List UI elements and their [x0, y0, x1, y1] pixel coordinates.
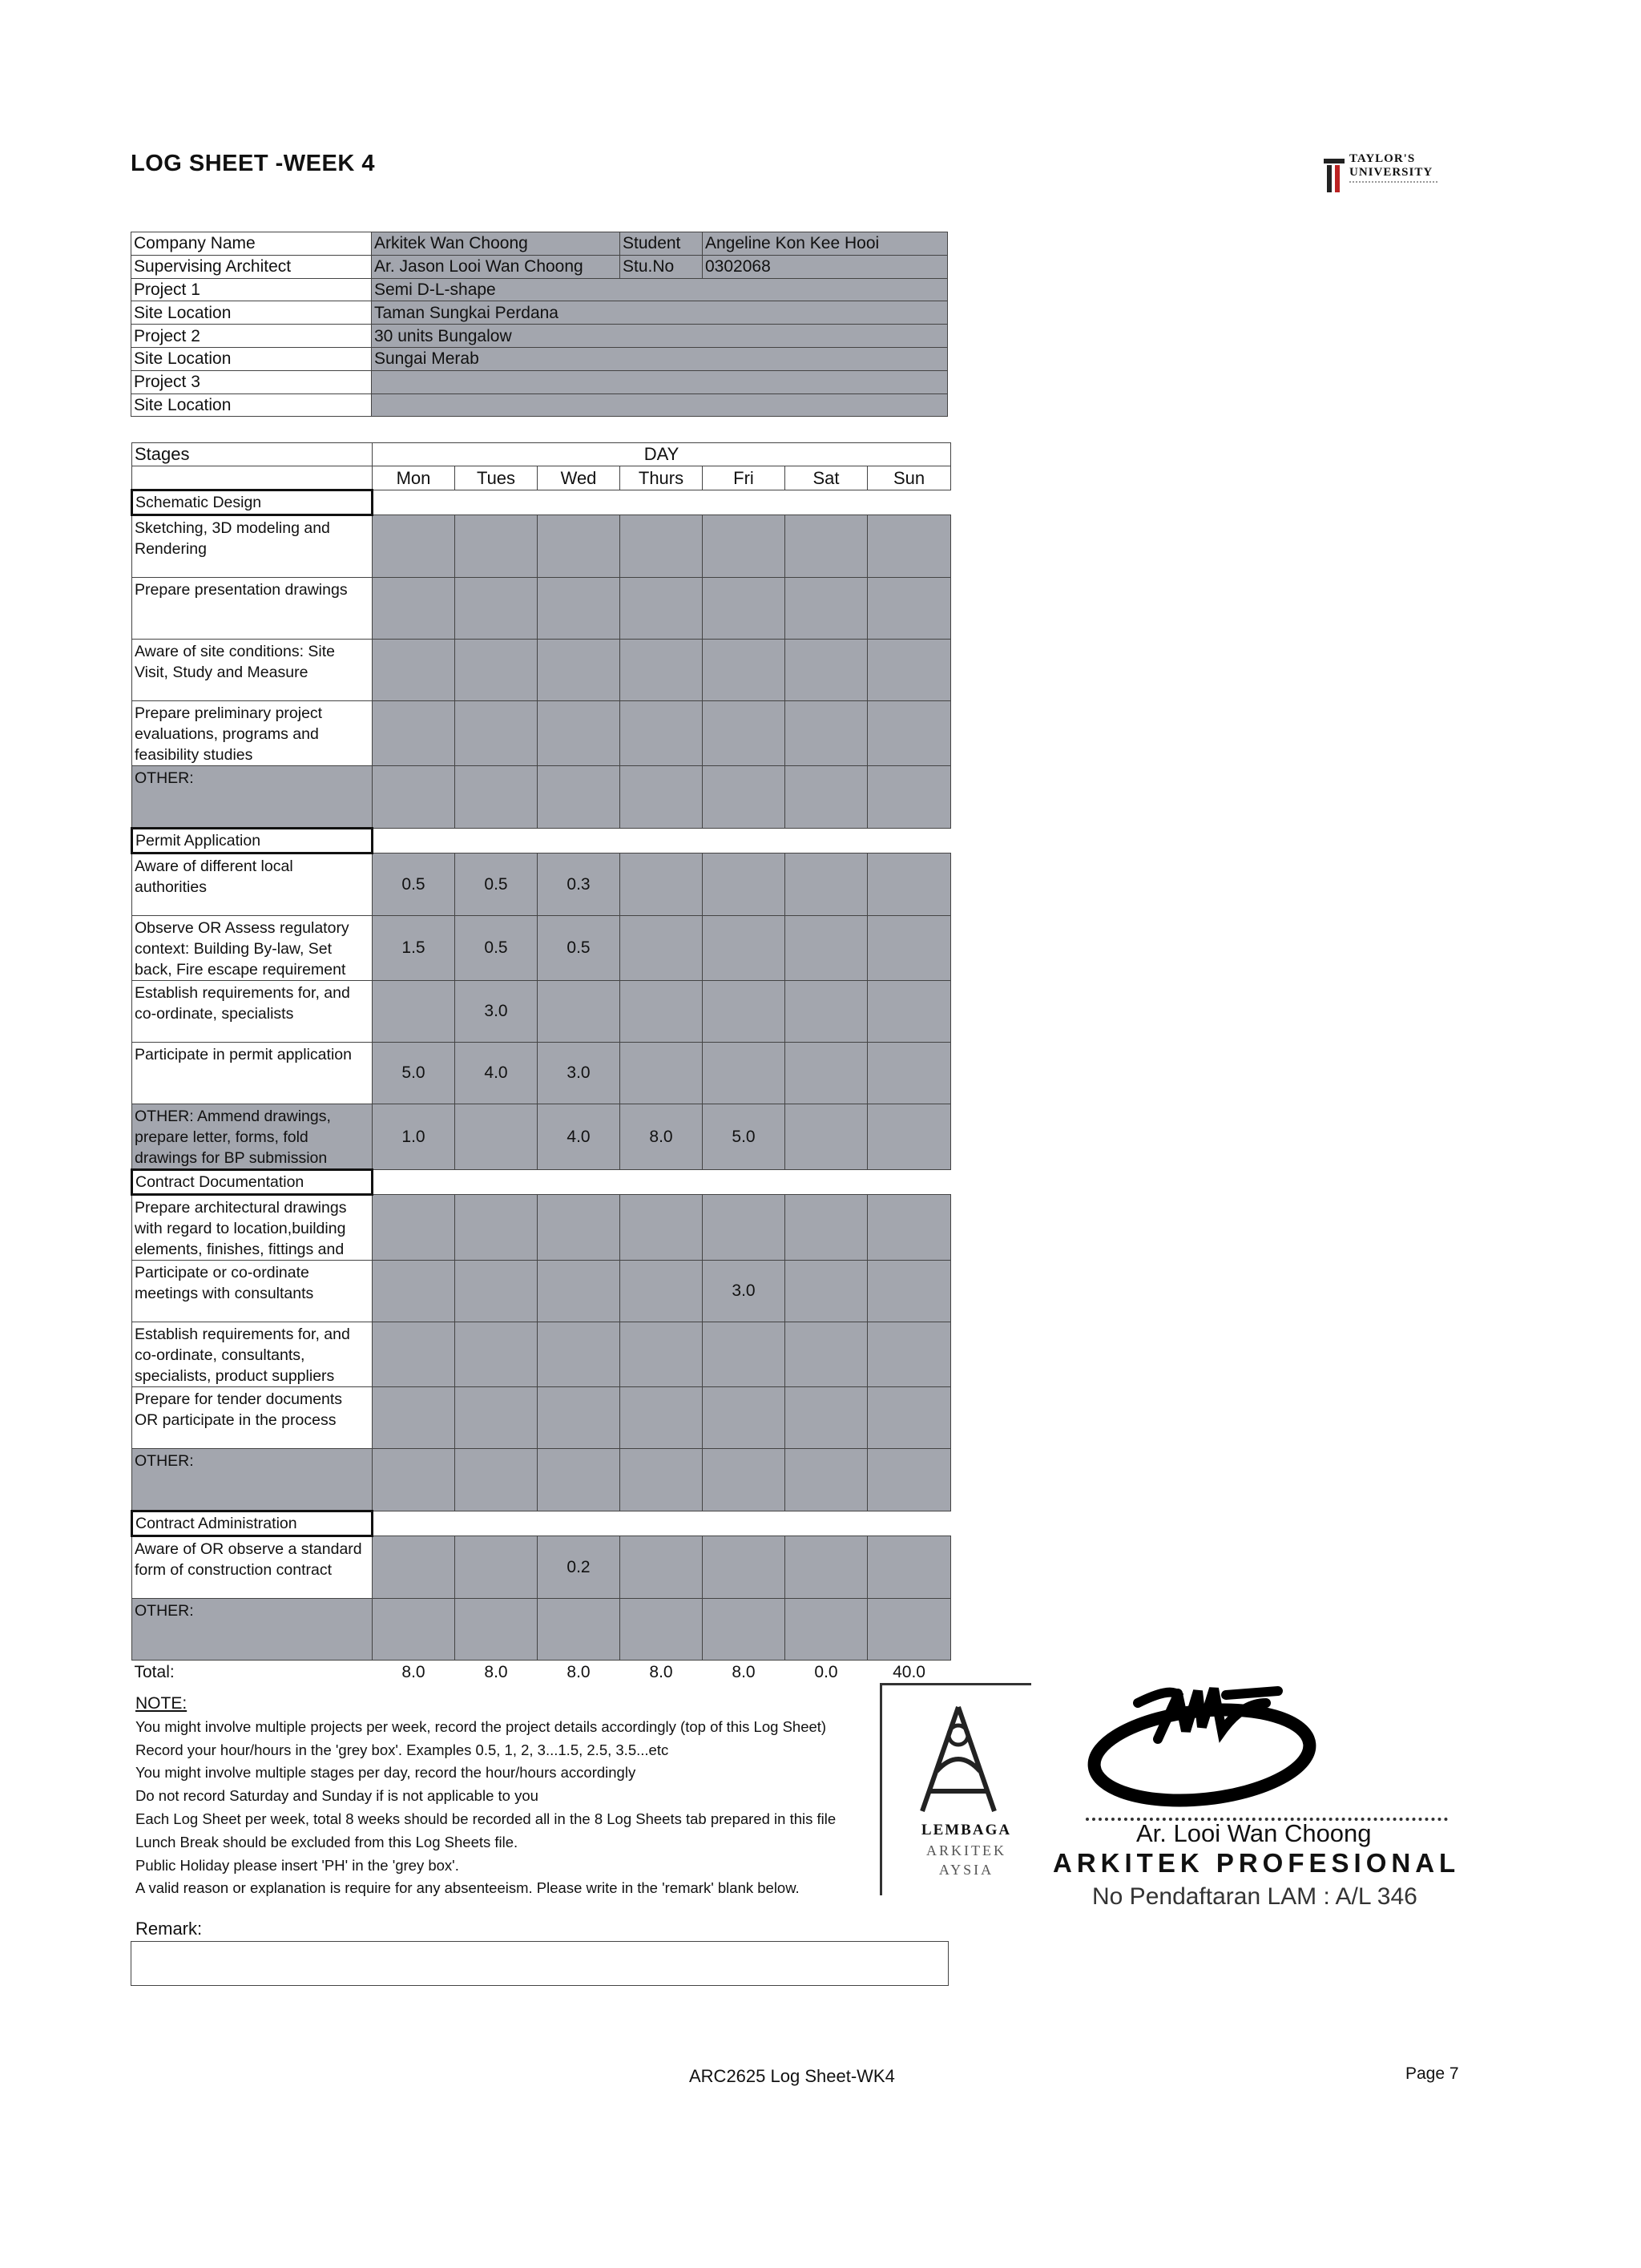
total-label: Total: — [134, 1663, 175, 1681]
hours-cell[interactable]: 8.0 — [620, 1104, 703, 1170]
stage-label: Prepare preliminary project evaluations, programs and feasibility studies — [132, 701, 373, 766]
signatory-name: Ar. Looi Wan Choong — [1136, 1819, 1372, 1847]
total-value: 8.0 — [732, 1663, 756, 1681]
hours-cell[interactable] — [785, 1261, 868, 1322]
hours-cell[interactable] — [703, 1387, 785, 1449]
hours-cell[interactable] — [868, 916, 951, 981]
signatory-title: ARKITEK PROFESIONAL — [1053, 1848, 1461, 1878]
site2-label: Site Location — [131, 347, 372, 370]
registration-number: No Pendaftaran LAM : A/L 346 — [1092, 1883, 1417, 1910]
stage-row — [132, 854, 951, 916]
hours-cell[interactable] — [703, 854, 785, 916]
note-line: You might involve multiple projects per week, record the project details accordingly (top of this Log Sheet) — [135, 1717, 827, 1735]
section-heading: Schematic Design — [132, 490, 373, 515]
total-value: 8.0 — [401, 1663, 425, 1681]
site1-label: Site Location — [131, 301, 372, 325]
hours-cell[interactable] — [785, 981, 868, 1043]
hours-cell[interactable] — [373, 981, 455, 1043]
student-value: Angeline Kon Kee Hooi — [703, 232, 948, 256]
hours-cell[interactable] — [868, 640, 951, 701]
note-line: Record your hour/hours in the 'grey box'. Examples 0.5, 1, 2, 3...1.5, 2.5, 3.5...etc — [135, 1741, 669, 1758]
hours-cell[interactable] — [868, 515, 951, 578]
hours-cell[interactable] — [620, 640, 703, 701]
hours-cell[interactable] — [785, 1536, 868, 1599]
hours-cell[interactable] — [538, 1195, 620, 1261]
hours-cell[interactable]: 3.0 — [538, 1043, 620, 1104]
stage-row — [132, 515, 951, 578]
hours-cell[interactable] — [620, 916, 703, 981]
project2-label: Project 2 — [131, 325, 372, 348]
day-column-header: Sat — [785, 466, 868, 490]
hours-cell[interactable] — [785, 640, 868, 701]
stage-row — [132, 981, 951, 1043]
note-heading: NOTE: — [135, 1694, 187, 1713]
hours-cell[interactable] — [785, 515, 868, 578]
hours-cell[interactable] — [455, 640, 538, 701]
stage-label: Participate or co-ordinate meetings with consultants — [132, 1261, 373, 1322]
hours-cell[interactable] — [455, 1195, 538, 1261]
hours-cell[interactable] — [703, 1449, 785, 1511]
hours-cell[interactable] — [785, 578, 868, 640]
stage-label: Prepare for tender documents OR participate in the process — [132, 1387, 373, 1449]
hours-cell[interactable] — [373, 578, 455, 640]
hours-cell[interactable] — [785, 1104, 868, 1170]
hours-cell[interactable] — [620, 1261, 703, 1322]
hours-cell[interactable] — [620, 1387, 703, 1449]
hours-cell[interactable] — [455, 1599, 538, 1661]
hours-cell[interactable] — [868, 981, 951, 1043]
hours-cell[interactable]: 3.0 — [703, 1261, 785, 1322]
university-logo — [1324, 151, 1444, 200]
blank-header — [132, 466, 373, 490]
stage-label: Aware of OR observe a standard form of construction contract — [132, 1536, 373, 1599]
stuno-value: 0302068 — [703, 255, 948, 278]
company-value: Arkitek Wan Choong — [372, 232, 620, 256]
hours-cell[interactable] — [620, 1195, 703, 1261]
project3-label: Project 3 — [131, 370, 372, 393]
hours-cell[interactable] — [868, 1536, 951, 1599]
day-column-header: Fri — [703, 466, 785, 490]
site3-value — [372, 393, 948, 417]
hours-cell[interactable] — [373, 1261, 455, 1322]
hours-cell[interactable] — [620, 578, 703, 640]
hours-cell[interactable] — [703, 1195, 785, 1261]
stage-row — [132, 1599, 951, 1661]
stages-header: Stages — [132, 443, 373, 466]
hours-cell[interactable] — [620, 1322, 703, 1387]
lam-stamp — [880, 1683, 1031, 1895]
day-header: DAY — [373, 443, 951, 466]
hours-cell[interactable] — [868, 1599, 951, 1661]
project2-value: 30 units Bungalow — [372, 325, 948, 348]
note-section — [135, 1693, 836, 1900]
stage-label: Prepare architectural drawings with regard to location,building elements, finishes, fittings and — [132, 1195, 373, 1261]
total-value: 8.0 — [484, 1663, 508, 1681]
hours-cell[interactable] — [868, 1104, 951, 1170]
total-value: 8.0 — [566, 1663, 591, 1681]
hours-cell[interactable] — [455, 1449, 538, 1511]
hours-cell[interactable] — [538, 578, 620, 640]
remark-field[interactable] — [131, 1941, 949, 1986]
page-title: LOG SHEET -WEEK 4 — [131, 151, 375, 176]
hours-cell[interactable]: 4.0 — [455, 1043, 538, 1104]
hours-cell[interactable] — [538, 1599, 620, 1661]
stage-label: OTHER: Ammend drawings, prepare letter, forms, fold drawings for BP submission — [132, 1104, 373, 1170]
hours-cell[interactable] — [455, 1387, 538, 1449]
hours-cell[interactable] — [538, 640, 620, 701]
hours-cell[interactable] — [373, 1195, 455, 1261]
page-number: Page 7 — [1405, 2064, 1459, 2083]
hours-cell[interactable] — [785, 916, 868, 981]
company-label: Company Name — [131, 232, 372, 256]
hours-cell[interactable] — [538, 515, 620, 578]
stage-row — [132, 1104, 951, 1170]
hours-cell[interactable] — [538, 766, 620, 829]
hours-cell[interactable] — [703, 515, 785, 578]
day-column-header: Mon — [373, 466, 455, 490]
hours-cell[interactable] — [373, 1387, 455, 1449]
hours-cell[interactable] — [868, 1387, 951, 1449]
hours-cell[interactable] — [703, 640, 785, 701]
stage-row — [132, 701, 951, 766]
stage-row — [132, 1536, 951, 1599]
hours-cell[interactable]: 0.5 — [455, 854, 538, 916]
hours-cell[interactable] — [455, 1261, 538, 1322]
hours-cell[interactable] — [373, 701, 455, 766]
project1-value: Semi D-L-shape — [372, 278, 948, 301]
hours-cell[interactable] — [620, 1043, 703, 1104]
stage-row — [132, 1322, 951, 1387]
hours-cell[interactable] — [620, 981, 703, 1043]
stage-row — [132, 640, 951, 701]
hours-cell[interactable]: 1.0 — [373, 1104, 455, 1170]
hours-cell[interactable]: 0.5 — [455, 916, 538, 981]
hours-cell[interactable] — [785, 1322, 868, 1387]
section-heading: Contract Administration — [132, 1511, 373, 1536]
stage-row — [132, 766, 951, 829]
hours-cell[interactable]: 3.0 — [455, 981, 538, 1043]
logo-line1: TAYLOR'S — [1349, 152, 1416, 165]
hours-cell[interactable] — [703, 916, 785, 981]
hours-cell[interactable] — [703, 701, 785, 766]
hours-cell[interactable] — [373, 1449, 455, 1511]
hours-cell[interactable] — [868, 1322, 951, 1387]
hours-cell[interactable] — [620, 1599, 703, 1661]
day-column-header: Tues — [455, 466, 538, 490]
stamp-line3: AYSIA — [938, 1862, 994, 1878]
hours-cell[interactable] — [785, 1599, 868, 1661]
hours-cell[interactable] — [538, 1449, 620, 1511]
hours-cell[interactable]: 0.2 — [538, 1536, 620, 1599]
hours-cell[interactable] — [703, 1536, 785, 1599]
site3-label: Site Location — [131, 393, 372, 417]
stage-label: OTHER: — [132, 1449, 373, 1511]
stamp-line2: ARKITEK — [926, 1842, 1006, 1858]
hours-cell[interactable]: 1.5 — [373, 916, 455, 981]
stamp-line1: LEMBAGA — [921, 1822, 1012, 1838]
hours-cell[interactable]: 5.0 — [373, 1043, 455, 1104]
hours-cell[interactable] — [455, 1104, 538, 1170]
note-line: You might involve multiple stages per day, record the hour/hours accordingly — [135, 1764, 636, 1782]
hours-cell[interactable] — [703, 578, 785, 640]
stage-row — [132, 1449, 951, 1511]
stage-label: Aware of different local authorities — [132, 854, 373, 916]
architect-value: Ar. Jason Looi Wan Choong — [372, 255, 620, 278]
hours-cell[interactable] — [868, 1043, 951, 1104]
hours-cell[interactable] — [620, 515, 703, 578]
hours-cell[interactable] — [703, 981, 785, 1043]
total-value: 0.0 — [814, 1663, 838, 1681]
hours-cell[interactable] — [620, 766, 703, 829]
hours-cell[interactable] — [620, 1536, 703, 1599]
stage-label: Establish requirements for, and co-ordinate, consultants, specialists, product suppliers — [132, 1322, 373, 1387]
note-line: Do not record Saturday and Sunday if is not applicable to you — [135, 1787, 538, 1805]
stage-row — [132, 1387, 951, 1449]
site1-value: Taman Sungkai Perdana — [372, 301, 948, 325]
hours-cell[interactable] — [373, 766, 455, 829]
day-column-header: Thurs — [620, 466, 703, 490]
hours-cell[interactable] — [538, 1387, 620, 1449]
total-value: 8.0 — [649, 1663, 673, 1681]
stuno-label: Stu.No — [620, 255, 703, 278]
stage-row — [132, 1195, 951, 1261]
hours-cell[interactable]: 4.0 — [538, 1104, 620, 1170]
hours-cell[interactable]: 0.5 — [538, 916, 620, 981]
hours-cell[interactable] — [703, 766, 785, 829]
hours-cell[interactable] — [785, 1387, 868, 1449]
stage-label: OTHER: — [132, 766, 373, 829]
hours-cell[interactable] — [538, 1322, 620, 1387]
hours-cell[interactable] — [868, 854, 951, 916]
hours-cell[interactable] — [455, 1322, 538, 1387]
hours-cell[interactable] — [703, 1043, 785, 1104]
project1-label: Project 1 — [131, 278, 372, 301]
lam-logo-icon — [914, 1703, 1002, 1815]
hours-cell[interactable] — [785, 1449, 868, 1511]
note-line: Each Log Sheet per week, total 8 weeks should be recorded all in the 8 Log Sheets tab prepared in this file — [135, 1810, 837, 1827]
hours-cell[interactable] — [620, 1449, 703, 1511]
hours-cell[interactable] — [373, 1599, 455, 1661]
total-value: 40.0 — [893, 1663, 925, 1681]
footer-text: ARC2625 Log Sheet-WK4 — [689, 2066, 895, 2086]
signature-image — [1082, 1671, 1322, 1815]
hours-cell[interactable] — [455, 1536, 538, 1599]
project-info-table — [131, 232, 948, 417]
logo-line2: UNIVERSITY — [1349, 166, 1433, 179]
section-heading: Contract Documentation — [132, 1170, 373, 1195]
hours-cell[interactable] — [455, 578, 538, 640]
section-heading: Permit Application — [132, 829, 373, 854]
hours-cell[interactable]: 0.3 — [538, 854, 620, 916]
note-line: A valid reason or explanation is require for any absenteeism. Please write in the 'remark' blank below. — [135, 1879, 800, 1897]
hours-cell[interactable] — [373, 1322, 455, 1387]
hours-cell[interactable] — [538, 1261, 620, 1322]
hours-cell[interactable] — [785, 1195, 868, 1261]
hours-cell[interactable] — [868, 1449, 951, 1511]
taylors-logo-icon — [1324, 155, 1345, 194]
stage-row — [132, 916, 951, 981]
stage-label: OTHER: — [132, 1599, 373, 1661]
hours-cell[interactable]: 0.5 — [373, 854, 455, 916]
stage-label: Participate in permit application — [132, 1043, 373, 1104]
hours-cell[interactable] — [785, 701, 868, 766]
remark-label: Remark: — [135, 1919, 203, 1939]
hours-table — [131, 442, 951, 1685]
hours-cell[interactable] — [373, 1536, 455, 1599]
stage-row — [132, 1261, 951, 1322]
stage-row — [132, 1043, 951, 1104]
hours-cell[interactable] — [538, 981, 620, 1043]
stage-label: Prepare presentation drawings — [132, 578, 373, 640]
hours-cell[interactable] — [620, 854, 703, 916]
hours-cell[interactable] — [703, 1599, 785, 1661]
hours-cell[interactable] — [373, 640, 455, 701]
stage-label: Observe OR Assess regulatory context: Building By-law, Set back, Fire escape requirement — [132, 916, 373, 981]
hours-cell[interactable] — [620, 701, 703, 766]
hours-cell[interactable] — [868, 578, 951, 640]
stage-label: Sketching, 3D modeling and Rendering — [132, 515, 373, 578]
note-line: Public Holiday please insert 'PH' in the 'grey box'. — [135, 1856, 459, 1874]
hours-cell[interactable] — [785, 1043, 868, 1104]
student-label: Student — [620, 232, 703, 256]
hours-cell[interactable] — [868, 1195, 951, 1261]
hours-cell[interactable] — [455, 766, 538, 829]
architect-label: Supervising Architect — [131, 255, 372, 278]
hours-cell[interactable] — [868, 766, 951, 829]
day-column-header: Wed — [538, 466, 620, 490]
hours-cell[interactable] — [455, 515, 538, 578]
site2-value: Sungai Merab — [372, 347, 948, 370]
stage-row — [132, 578, 951, 640]
project3-value — [372, 370, 948, 393]
hours-cell[interactable] — [785, 854, 868, 916]
day-column-header: Sun — [868, 466, 951, 490]
stage-label: Establish requirements for, and co-ordinate, specialists — [132, 981, 373, 1043]
hours-cell[interactable] — [868, 1261, 951, 1322]
hours-cell[interactable] — [373, 515, 455, 578]
note-line: Lunch Break should be excluded from this Log Sheets file. — [135, 1833, 518, 1850]
hours-cell[interactable] — [538, 701, 620, 766]
stage-label: Aware of site conditions: Site Visit, Study and Measure — [132, 640, 373, 701]
hours-cell[interactable] — [455, 701, 538, 766]
hours-cell[interactable] — [868, 701, 951, 766]
hours-cell[interactable]: 5.0 — [703, 1104, 785, 1170]
hours-cell[interactable] — [703, 1322, 785, 1387]
hours-cell[interactable] — [785, 766, 868, 829]
